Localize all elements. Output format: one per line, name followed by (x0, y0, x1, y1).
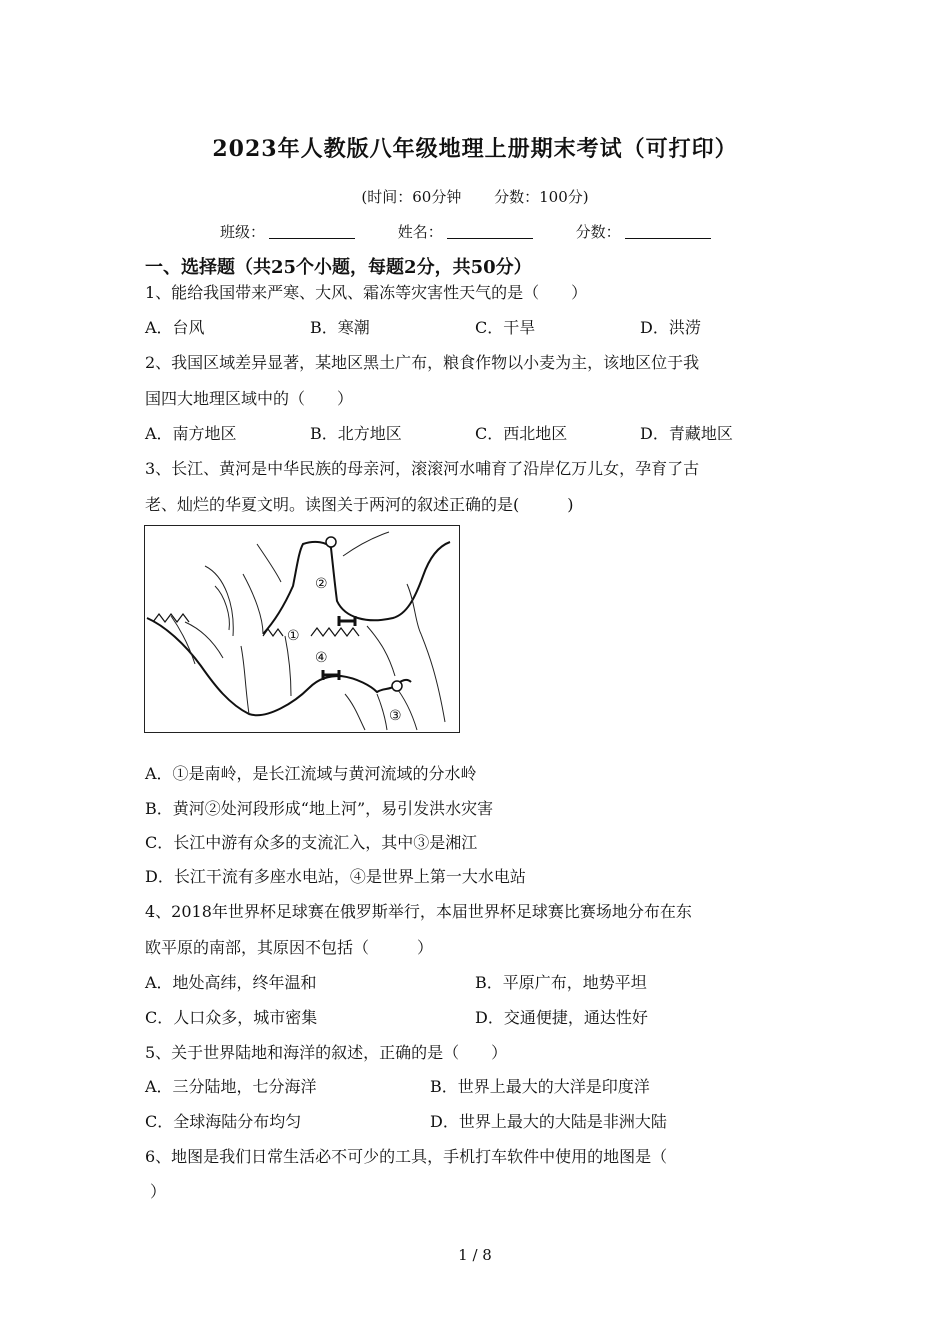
q2-option-b: B．北方地区 (310, 424, 402, 443)
section-heading: 一、选择题（共25个小题，每题2分，共50分） (145, 257, 532, 278)
name-label: 姓名： (397, 223, 443, 241)
lake-marker-north (326, 537, 336, 547)
score-label: 分数： (575, 223, 621, 241)
map-label-4: ④ (315, 650, 328, 666)
map-label-2: ② (315, 576, 328, 592)
q2-option-a: A．南方地区 (145, 424, 237, 443)
lake-marker-east (392, 681, 402, 691)
class-label: 班级： (220, 223, 266, 241)
score-blank (625, 224, 711, 239)
student-info-fields (220, 221, 749, 242)
exam-time: (时间：60分钟 (361, 188, 462, 206)
q3-option-a: A．①是南岭，是长江流域与黄河流域的分水岭 (145, 764, 477, 783)
q4-option-a: A．地处高纬，终年温和 (145, 973, 317, 992)
page-title: 2023年人教版八年级地理上册期末考试（可打印） (212, 136, 738, 162)
question-6-stem-line2: ） (150, 1182, 167, 1201)
question-5-stem: 5、关于世界陆地和海洋的叙述，正确的是（ ） (145, 1043, 508, 1062)
q2-option-c: C．西北地区 (475, 424, 568, 443)
q1-option-d: D．洪涝 (640, 318, 701, 337)
rivers-map (144, 525, 460, 733)
q3-option-d: D．长江干流有多座水电站，④是世界上第一大水电站 (145, 867, 526, 886)
question-2-stem-line2: 国四大地理区域中的（ ） (145, 389, 354, 408)
q3-option-b: B．黄河②处河段形成“地上河”，易引发洪水灾害 (145, 799, 494, 818)
q5-option-a: A．三分陆地，七分海洋 (145, 1077, 317, 1096)
page-number: 1 / 8 (458, 1246, 492, 1264)
question-3-stem-line1: 3、长江、黄河是中华民族的母亲河，滚滚河水哺育了沿岸亿万儿女，孕育了古 (145, 459, 700, 478)
question-4-stem-line1: 4、2018年世界杯足球赛在俄罗斯举行，本届世界杯足球赛比赛场地分布在东 (145, 902, 692, 921)
map-label-3: ③ (389, 708, 402, 724)
score-field (576, 221, 711, 242)
q1-option-a: A．台风 (145, 318, 205, 337)
name-field (398, 221, 533, 242)
question-1-stem: 1、能给我国带来严寒、大风、霜冻等灾害性天气的是（ ） (145, 283, 588, 302)
exam-meta (0, 186, 950, 207)
question-6-stem-line1: 6、地图是我们日常生活必不可少的工具，手机打车软件中使用的地图是（ (145, 1147, 668, 1166)
exam-score: 分数：100分) (494, 188, 589, 206)
question-2-stem-line1: 2、我国区域差异显著，某地区黑土广布，粮食作物以小麦为主，该地区位于我 (145, 353, 700, 372)
map-label-1: ① (287, 628, 300, 644)
question-4-stem-line2: 欧平原的南部，其原因不包括（ ） (145, 938, 434, 957)
name-blank (447, 224, 533, 239)
class-field (220, 221, 355, 242)
rivers-map-drawing (145, 526, 459, 732)
q2-option-d: D．青藏地区 (640, 424, 733, 443)
q5-option-d: D．世界上最大的大陆是非洲大陆 (430, 1112, 667, 1131)
q5-option-c: C．全球海陆分布均匀 (145, 1112, 302, 1131)
question-3-stem-line2: 老、灿烂的华夏文明。读图关于两河的叙述正确的是( ) (145, 495, 574, 514)
q4-option-d: D．交通便捷，通达性好 (475, 1008, 648, 1027)
q4-option-b: B．平原广布，地势平坦 (475, 973, 647, 992)
q1-option-b: B．寒潮 (310, 318, 370, 337)
class-blank (269, 224, 355, 239)
yangtze-river (147, 618, 411, 715)
q1-option-c: C．干旱 (475, 318, 536, 337)
q5-option-b: B．世界上最大的大洋是印度洋 (430, 1077, 650, 1096)
q4-option-c: C．人口众多，城市密集 (145, 1008, 318, 1027)
q3-option-c: C．长江中游有众多的支流汇入，其中③是湘江 (145, 833, 478, 852)
